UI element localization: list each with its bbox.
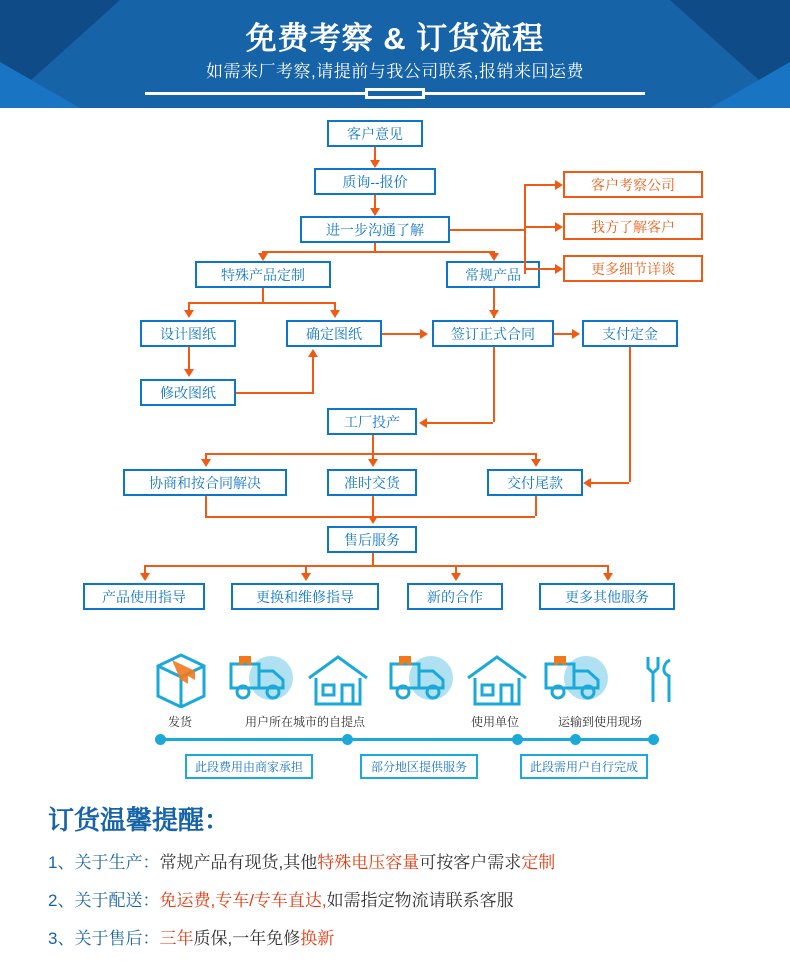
flow-node-more-services: 更多其他服务 xyxy=(539,583,675,610)
flow-node-final-payment: 交付尾款 xyxy=(487,469,583,496)
delivery-truck-icon-2 xyxy=(385,652,455,713)
arrow-to-n7 xyxy=(258,253,268,261)
flow-node-design-drawing: 设计图纸 xyxy=(140,320,236,347)
timeline-dot-1 xyxy=(155,734,166,745)
connector-service-3 xyxy=(455,565,457,573)
arrow-to-n15 xyxy=(201,459,211,467)
flow-node-on-time-delivery: 准时交货 xyxy=(327,469,417,496)
shipping-caption-3: 使用单位 xyxy=(470,715,519,729)
order-flow-diagram xyxy=(0,108,790,638)
note-2-label: 关于配送： xyxy=(74,891,160,910)
arrow-right-n4 xyxy=(555,180,563,190)
page-title: 免费考察 & 订货流程 xyxy=(245,21,545,56)
connector-n7-left xyxy=(188,302,190,310)
page-subtitle: 如需来厂考察,请提前与我公司联系,报销来回运费 xyxy=(206,62,584,81)
shipping-caption-2: 用户所在城市的自提点 xyxy=(244,715,365,729)
arrow-n9-n13 xyxy=(184,369,194,377)
flow-node-custom-product: 特殊产品定制 xyxy=(195,261,331,288)
connector-n3-down xyxy=(374,243,376,251)
arrow-to-n14 xyxy=(419,418,427,428)
arrow-to-n20 xyxy=(301,573,311,581)
flow-node-inquiry-quote: 质询--报价 xyxy=(314,168,436,195)
arrow-n2-n3 xyxy=(370,208,380,216)
connector-n1-n2 xyxy=(374,147,376,160)
package-box-icon xyxy=(150,650,212,713)
arrow-n12-n17 xyxy=(583,478,591,488)
flow-node-we-know-customer: 我方了解客户 xyxy=(563,213,703,240)
arrow-to-n21 xyxy=(451,573,461,581)
flow-node-factory-production: 工厂投产 xyxy=(327,408,417,435)
flow-node-pay-deposit: 支付定金 xyxy=(582,320,678,347)
connector-n14-down xyxy=(372,435,374,453)
flow-node-sign-contract: 签订正式合同 xyxy=(432,320,554,347)
note-3-label: 关于售后： xyxy=(74,929,160,948)
note-item-1 xyxy=(48,848,555,873)
arrow-n1-n2 xyxy=(370,160,380,168)
timeline-dot-2 xyxy=(342,734,353,745)
connector-n11-n12 xyxy=(554,333,572,335)
shipping-tag-2: 部分地区提供服务 xyxy=(360,754,478,779)
connector-n12-down xyxy=(629,347,631,482)
arrow-to-n17 xyxy=(531,459,541,467)
timeline-dot-3 xyxy=(512,734,523,745)
note-2-highlight-a: 免运费,专车/专车直达, xyxy=(159,891,327,910)
arrow-n8-n11 xyxy=(489,310,499,318)
flow-node-replace-repair-guidance: 更换和维修指导 xyxy=(231,583,379,610)
connector-service-4 xyxy=(607,565,609,573)
connector-n11-down xyxy=(493,347,495,422)
arrow-right-n6 xyxy=(555,264,563,274)
connector-right-to-n5 xyxy=(524,226,555,228)
connector-n9-n13 xyxy=(188,347,190,369)
notes-title: 订货温馨提醒： xyxy=(48,805,231,835)
flow-node-customer-opinion: 客户意见 xyxy=(327,120,423,147)
connector-n7-right xyxy=(334,302,336,310)
timeline-dot-4 xyxy=(570,734,581,745)
connector-n12-to-n17 xyxy=(591,482,629,484)
shipping-caption-4: 运输到使用现场 xyxy=(557,715,642,729)
house-icon-1 xyxy=(305,654,371,713)
connector-services-bar xyxy=(144,565,607,567)
note-1-number: 1、 xyxy=(48,853,75,872)
note-1-label: 关于生产： xyxy=(74,853,160,872)
flow-node-after-sales: 售后服务 xyxy=(327,526,417,553)
flow-node-standard-product: 常规产品 xyxy=(446,261,540,288)
note-3-text-a: 质保,一年免修 xyxy=(193,929,301,948)
note-2-text-a: 如需指定物流请联系客服 xyxy=(326,891,514,910)
note-3-highlight-b: 换新 xyxy=(300,929,335,948)
flow-node-modify-drawing: 修改图纸 xyxy=(140,379,236,406)
shipping-tag-1: 此段费用由商家承担 xyxy=(185,754,313,779)
note-1-text-a: 常规产品有现货,其他 xyxy=(159,853,318,872)
header-divider xyxy=(145,92,645,95)
arrow-n11-n12 xyxy=(572,329,580,339)
connector-n13-right xyxy=(236,392,314,394)
connector-split-bar xyxy=(262,251,494,253)
note-item-3 xyxy=(48,924,334,949)
note-item-2 xyxy=(48,886,514,911)
flow-node-negotiate-contract: 协商和按合同解决 xyxy=(123,469,287,496)
flow-node-customer-visit: 客户考察公司 xyxy=(563,171,703,198)
arrow-n10-n11 xyxy=(420,329,428,339)
flow-node-usage-guidance: 产品使用指导 xyxy=(83,583,205,610)
connector-right-to-n4 xyxy=(524,184,555,186)
arrow-to-n19 xyxy=(140,573,150,581)
shipping-caption-1: 发货 xyxy=(167,715,192,729)
connector-n7-bar xyxy=(188,302,334,304)
note-3-highlight-a: 三年 xyxy=(159,929,194,948)
house-icon-2 xyxy=(464,654,530,713)
delivery-truck-icon-1 xyxy=(225,652,295,713)
shipping-tag-3: 此段需用户自行完成 xyxy=(520,754,648,779)
note-2-number: 2、 xyxy=(48,891,75,910)
delivery-truck-icon-3 xyxy=(540,652,610,713)
arrow-to-n22 xyxy=(603,573,613,581)
connector-n18-down xyxy=(372,553,374,565)
header-banner xyxy=(0,0,790,108)
connector-right-spine xyxy=(524,184,526,274)
connector-n17-up xyxy=(535,496,537,516)
arrow-right-n5 xyxy=(555,222,563,232)
connector-n10-n11 xyxy=(382,333,420,335)
connector-service-2 xyxy=(305,565,307,573)
connector-n14-bar xyxy=(205,453,535,455)
connector-right-to-n6 xyxy=(524,268,555,270)
delivery-process-strip xyxy=(0,640,790,785)
connector-n15-up xyxy=(205,496,207,516)
connector-n13-up xyxy=(312,357,314,392)
order-notes-section xyxy=(0,790,790,968)
connector-n2-n3 xyxy=(374,195,376,208)
arrow-to-n16 xyxy=(368,459,378,467)
arrow-to-n8 xyxy=(489,253,499,261)
arrow-to-n18 xyxy=(368,516,378,524)
flow-node-confirm-drawing: 确定图纸 xyxy=(286,320,382,347)
note-1-text-b: 可按客户需求 xyxy=(419,853,522,872)
connector-service-1 xyxy=(144,565,146,573)
flow-node-more-details: 更多细节详谈 xyxy=(563,255,703,282)
connector-n7-down xyxy=(262,288,264,302)
wrench-tools-icon xyxy=(636,654,682,711)
flow-node-further-communication: 进一步沟通了解 xyxy=(300,216,450,243)
note-1-highlight-a: 特殊电压容量 xyxy=(317,853,420,872)
connector-n3-right xyxy=(450,229,524,231)
timeline-dot-5 xyxy=(648,734,659,745)
arrow-to-n9 xyxy=(184,310,194,318)
note-1-highlight-b: 定制 xyxy=(521,853,556,872)
connector-to-n14 xyxy=(427,422,493,424)
arrow-to-n10 xyxy=(330,310,340,318)
note-3-number: 3、 xyxy=(48,929,75,948)
arrow-n13-n10 xyxy=(308,349,318,357)
connector-n16-n18 xyxy=(372,496,374,516)
flow-node-new-cooperation: 新的合作 xyxy=(407,583,503,610)
